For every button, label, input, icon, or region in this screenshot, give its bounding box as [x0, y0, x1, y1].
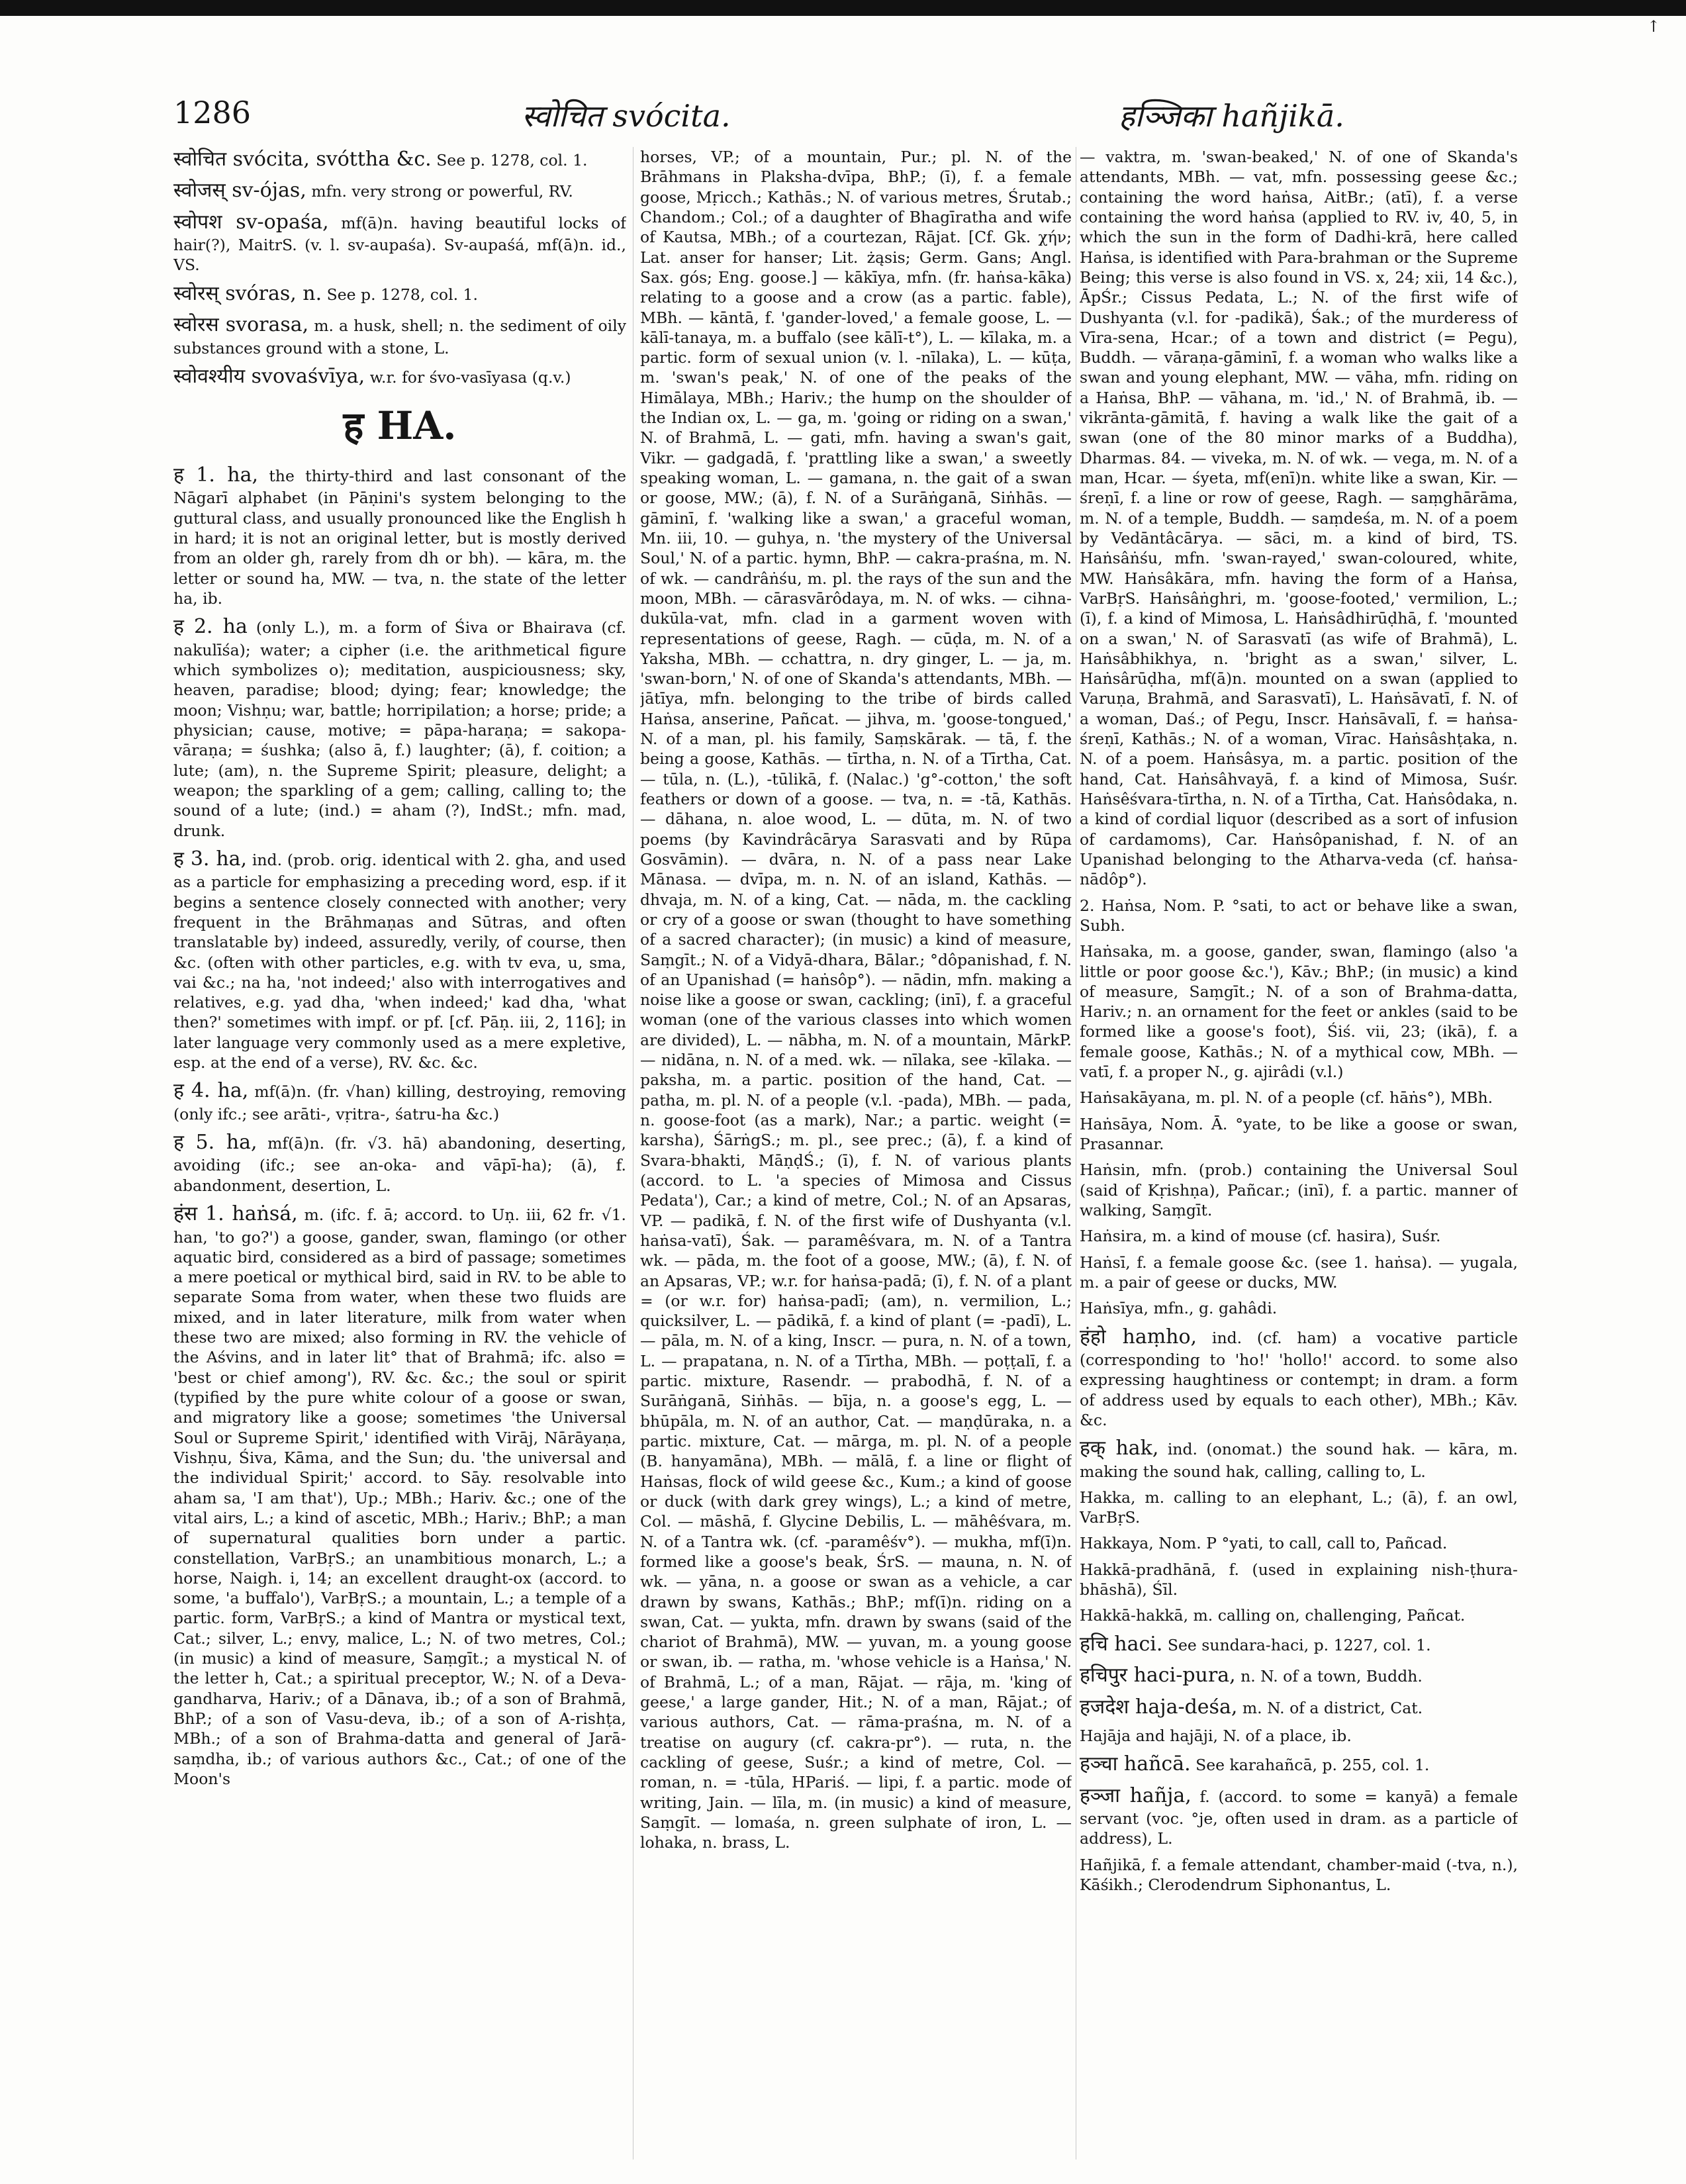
entry-text — [173, 364, 626, 389]
entry-text — [173, 614, 626, 841]
definition: See karahañcā, p. 255, col. 1. — [1195, 1756, 1430, 1775]
entry-text — [1080, 1160, 1518, 1220]
headword: हञ्चा hañcā. — [1080, 1752, 1191, 1776]
definition: the thirty-third and last consonant of the Nāgarī alphabet (in Pāṇini's system belonging to the guttural class, and usually pronounced like the English h in hard; it is not an original letter, but is mostly derived from an older gh, rarely from dh or bh). — kāra, m. the letter or sound ha, MW. — tva, n. the state of the letter ha, ib. — [173, 467, 626, 608]
dictionary-entry — [1080, 1855, 1518, 1895]
definition: mf(ā)n. having beautiful locks of hair(?), MaitrS. (v. l. sv-aupaśa). Sv-aupaśá, mf(ā)n. id., VS. — [173, 213, 626, 275]
dictionary-entry — [173, 614, 626, 841]
definition: See p. 1278, col. 1. — [436, 151, 588, 169]
headword: ह 2. ha — [173, 615, 248, 639]
definition: Hakka, m. calling to an elephant, L.; (ā), f. an owl, VarBṛS. — [1080, 1488, 1518, 1527]
entry-text — [1080, 1114, 1518, 1155]
headword: स्वोवश्यीय svovaśvīya, — [173, 364, 365, 388]
entry-text — [173, 281, 626, 307]
headword: ह 4. ha, — [173, 1079, 249, 1103]
definition: mf(ā)n. (fr. √han) killing, destroying, removing (only ifc.; see arāti-, vṛitra-, śatru-ha &c.) — [173, 1082, 626, 1123]
entry-text — [1080, 1325, 1518, 1431]
definition: Hakkaya, Nom. P °yati, to call, call to, Pañcad. — [1080, 1534, 1448, 1553]
dictionary-entry — [173, 178, 626, 203]
headword: स्वोजस् sv-ójas, — [173, 179, 306, 203]
dictionary-entry — [173, 147, 626, 172]
definition: Hakkā-pradhānā, f. (used in explaining nish-ṭhura-bhāshā), Śīl. — [1080, 1560, 1518, 1599]
definition: Hañjikā, f. a female attendant, chamber-maid (-tva, n.), Kāśikh.; Clerodendrum Siphonantus, L. — [1080, 1855, 1518, 1894]
dictionary-entry — [173, 1078, 626, 1124]
entry-text — [1080, 1560, 1518, 1600]
dictionary-column-3 — [1080, 147, 1518, 2160]
dictionary-entry — [1080, 1325, 1518, 1431]
dictionary-entry — [1080, 1663, 1518, 1688]
dictionary-entry — [1080, 1436, 1518, 1482]
entry-text — [1080, 1436, 1518, 1482]
dictionary-entry — [1080, 1488, 1518, 1528]
definition: See p. 1278, col. 1. — [326, 285, 478, 304]
definition: mf(ā)n. (fr. √3. hā) abandoning, deserting, avoiding (ifc.; see an-oka- and vāpī-ha); (ā), f. abandonment, desertion, L. — [173, 1134, 626, 1195]
dictionary-entry — [1080, 1752, 1518, 1777]
dictionary-entry — [173, 364, 626, 389]
dictionary-entry — [173, 210, 626, 275]
entry-text — [1080, 1088, 1518, 1108]
dictionary-entry — [1080, 147, 1518, 890]
dictionary-entry — [1080, 1605, 1518, 1625]
top-edge-bar — [0, 0, 1686, 16]
entry-text — [173, 847, 626, 1073]
definition: n. N. of a town, Buddh. — [1241, 1667, 1423, 1686]
entry-text — [1080, 1605, 1518, 1625]
page-number: 1286 — [173, 95, 252, 130]
section-title: ह HA. — [343, 403, 457, 449]
entry-text — [1080, 1632, 1518, 1657]
entry-text — [173, 178, 626, 203]
headword: स्वोपश sv-opaśa, — [173, 210, 329, 234]
dictionary-entry — [173, 1202, 626, 1789]
definition: Haṅsin, mfn. (prob.) containing the Universal Soul (said of Kṛishṇa), Pañcar.; (inī), f. a partic. manner of walking, Saṃgīt. — [1080, 1161, 1518, 1219]
entry-text — [1080, 1488, 1518, 1528]
definition: Haṅsīya, mfn., g. gahâdi. — [1080, 1299, 1278, 1318]
definition: Haṅsaka, m. a goose, gander, swan, flamingo (also 'a little or poor goose &c.'), Kāv.; BhP.; (in music) a kind of measure, Saṃgīt.; N. of a son of Brahma-datta, Hariv.; n. an ornament for the feet or ankles (said to be formed like a goose's foot), Śiś. vii, 23; (ikā), f. a female goose, Kathās.; N. of a mythical cow, MBh. — vatī, f. a proper N., g. ajirâdi (v.l.) — [1080, 942, 1518, 1082]
dictionary-column-2 — [640, 147, 1072, 2160]
entry-text — [1080, 1695, 1518, 1720]
headword: ह 5. ha, — [173, 1131, 258, 1155]
dictionary-entry — [1080, 1783, 1518, 1849]
dictionary-entry — [173, 463, 626, 608]
definition: ind. (onomat.) the sound hak. — kāra, m. making the sound hak, calling, calling to, L. — [1080, 1440, 1518, 1481]
dictionary-column-1 — [173, 147, 626, 2160]
definition: Haṅsāya, Nom. Ā. °yate, to be like a goose or swan, Prasannar. — [1080, 1114, 1518, 1153]
definition: w.r. for śvo-vasīyasa (q.v.) — [369, 367, 571, 387]
dictionary-entry — [640, 147, 1072, 1853]
dictionary-entry — [173, 312, 626, 358]
dictionary-entry — [1080, 896, 1518, 936]
headword: हंहो haṃho, — [1080, 1325, 1197, 1349]
dictionary-entry — [1080, 1632, 1518, 1657]
dictionary-entry — [1080, 1726, 1518, 1746]
entry-text — [1080, 1298, 1518, 1318]
entry-text — [1080, 1533, 1518, 1553]
headword: हक् hak, — [1080, 1437, 1159, 1460]
definition: ind. (prob. orig. identical with 2. gha, and used as a particle for emphasizing a preceding word, esp. if it begins a sentence closely connected with another; very frequent in the Brāhmaṇas and Sūtras, and often translatable by) indeed, assuredly, verily, of course, then &c. (often with other particles, e.g. with tv eva, u, sma, vai &c.; na ha, 'not indeed;' also with interrogatives and relatives, e.g. yad dha, 'when indeed;' kad dha, 'what then?' sometimes with impf. or pf. [cf. Pāṇ. iii, 2, 116]; in later language very commonly used as a mere expletive, esp. at the end of a verse), RV. &c. &c. — [173, 850, 626, 1072]
entry-text — [1080, 1226, 1518, 1246]
headword: स्वोरस् svóras, n. — [173, 281, 322, 305]
definition: See sundara-haci, p. 1227, col. 1. — [1167, 1635, 1431, 1654]
definition: Haṅsira, m. a kind of mouse (cf. hasira), Suśr. — [1080, 1227, 1441, 1246]
entry-text — [1080, 1752, 1518, 1777]
entry-text — [173, 1202, 626, 1789]
corner-mark: ↑ — [1647, 17, 1661, 36]
headword: हचि haci. — [1080, 1632, 1163, 1656]
dictionary-entry — [1080, 1088, 1518, 1108]
definition: Haṅsakāyana, m. pl. N. of a people (cf. hāṅs°), MBh. — [1080, 1088, 1493, 1108]
entry-text — [173, 1130, 626, 1196]
headword: हंस 1. haṅsá, — [173, 1202, 298, 1226]
definition: ind. (cf. ham) a vocative particle (corresponding to 'ho!' 'hollo!' accord. to some also expressing haughtiness or contempt; in dram. a form of address used by equals to each other), MBh.; Kāv. &c. — [1080, 1328, 1518, 1429]
entry-text — [1080, 1253, 1518, 1293]
headword: स्वोचित svócita, svóttha &c. — [173, 148, 432, 171]
entry-text — [1080, 941, 1518, 1082]
dictionary-entry — [173, 1130, 626, 1196]
definition: m. N. of a district, Cat. — [1242, 1698, 1423, 1717]
headword: हञ्जा hañja, — [1080, 1783, 1192, 1807]
definition: horses, VP.; of a mountain, Pur.; pl. N. of the Brāhmans in Plaksha-dvīpa, BhP.; (ī), f. a female goose, Mṛicch.; Kathās.; N. of various metres, Śrutab.; Chandom.; Col.; of a daughter of Bhagīratha and wife of Kautsa, MBh.; of a courtezan, Rājat. [Cf. Gk. χήν; Lat. anser for hanser; Lit. żąsis; Germ. Gans; Angl. Sax. gós; Eng. goose.] — kākīya, mfn. (fr. haṅsa-kāka) relating to a goose and a crow (as a partic. fable), MBh. — kāntā, f. 'gander-loved,' a female goose, L. — kālī-tanaya, m. a buffalo (see kālī-t°), L. — kīlaka, m. a partic. form of sexual union (v. l. -nīlaka), L. — kūṭa, m. 'swan's peak,' N. of one of the peaks of the Himālaya, MBh.; Hariv.; the hump on the shoulder of the Indian ox, L. — ga, m. 'going or riding on a swan,' N. of Brahmā, L. — gati, mfn. having a swan's gait, Vikr. — gadgadā, f. 'prattling like a swan,' a sweetly speaking woman, L. — gamana, n. the gait of a swan or goose, MW.; (ā), f. N. of a Surāṅganā, Siṅhās. — gāminī, f. 'walking like a swan,' a graceful woman, Mn. iii, 10. — guhya, n. 'the mystery of the Universal Soul,' N. of a partic. hymn, BhP. — cakra-praśna, m. N. of wk. — candrâṅśu, m. pl. the rays of the sun and the moon, MBh. — cārasvārôdaya, m. N. of wks. — cihna-dukūla-vat, mfn. clad in a garment woven with representations of geese, Ragh. — cūḍa, m. N. of a Yaksha, MBh. — cchattra, n. dry ginger, L. — ja, m. 'swan-born,' N. of one of Skanda's attendants, MBh. — jātīya, mfn. belonging to the tribe of birds called Haṅsa, anserine, Pañcat. — jihva, m. 'goose-tongued,' N. of a man, pl. his family, Saṃskārak. — tā, f. the being a goose, Kathās. — tīrtha, n. N. of a Tīrtha, Cat. — tūla, n. (L.), -tūlikā, f. (Nalac.) 'g°-cotton,' the soft feathers or down of a goose. — tva, n. = -tā, Kathās. — dāhana, n. aloe wood, L. — dūta, m. N. of two poems (by Kavindrâcārya Sarasvati and by Rūpa Gosvāmin). — dvāra, n. N. of a pass near Lake Mānasa. — dvīpa, m. n. N. of an island, Kathās. — dhvaja, m. N. of a king, Cat. — nāda, m. the cackling or cry of a goose or swan (thought to have something of a sacred character); (in music) a kind of measure, Saṃgīt.; N. of a Vidyā-dhara, Bālar.; °dôpanishad, f. N. of an Upanishad (= haṅsôp°). — nādin, mfn. making a noise like a goose or swan, cackling; (inī), f. a graceful woman (one of the various classes into which women are divided), L. — nābha, m. N. of a mountain, MārkP. — nidāna, n. N. of a med. wk. — nīlaka, see -kīlaka. — paksha, m. a partic. position of the hand, Cat. — patha, m. pl. N. of a people (v.l. -pada), MBh. — pada, n. goose-foot (as a mark), Nar.; a partic. weight (= karsha), ŚārṅgS.; m. pl., see prec.; (ā), f. a kind of Svara-bhakti, MāṇḍŚ.; (ī), f. N. of various plants (accord. to L. 'a species of Mimosa and Cissus Pedata'), Car.; a kind of metre, Col.; N. of an Apsaras, VP. — padikā, f. N. of the first wife of Dushyanta (v.l. haṅsa-vatī), Śak. — paramêśvara, m. N. of a Tantra wk. — pāda, m. the foot of a goose, MW.; (ā), f. N. of an Apsaras, VP.; w.r. for haṅsa-padā; (ī), f. N. of a plant = (or w.r. for) haṅsa-padī; (am), n. vermilion, L.; quicksilver, L. — pādikā, f. a kind of plant (= -padī), L. — pāla, m. N. of a king, Inscr. — pura, n. N. of a town, L. — prapatana, n. N. of a Tīrtha, MBh. — poṭṭalī, f. a partic. mixture, Rasendr. — prabodhā, f. N. of a Surāṅganā, Siṅhās. — bīja, n. a goose's egg, L. — bhūpāla, m. N. of an author, Cat. — maṇḍūraka, n. a partic. mixture, Cat. — mārga, m. pl. N. of a people (B. hanyamāna), MBh. — mālā, f. a line or flight of Haṅsas, flock of wild geese &c., Kum.; a kind of goose or duck (with dark grey wings), L.; a kind of metre, Col. — māshā, f. Glycine Debilis, L. — māhêśvara, m. N. of a Tantra wk. (cf. -paramêśv°). — mukha, mf(ī)n. formed like a goose's beak, ŚrS. — mauna, n. N. of wk. — yāna, n. a goose or swan as a vehicle, a car drawn by swans, Kathās.; BhP.; mf(ī)n. riding on a swan, Cat. — yukta, mfn. drawn by swans (said of the chariot of Brahmā), MW. — yuvan, m. a young goose or swan, ib. — ratha, m. 'whose vehicle is a Haṅsa,' N. of Brahmā, L.; of a man, Rājat. — rāja, m. 'king of geese,' a large gander, Hit.; N. of a man, Rājat.; of various authors, Cat. — rāma-praśna, m. N. of a treatise on augury (cf. cakra-pr°). — ruta, n. the cackling of geese, Suśr.; a kind of metre, Col. — roman, n. = -tūla, HPariś. — lipi, f. a partic. mode of writing, Jain. — līla, m. (in music) a kind of measure, Saṃgīt. — lomaśa, n. green sulphate of iron, L. — lohaka, n. brass, L. — [640, 148, 1072, 1852]
dictionary-entry — [1080, 1560, 1518, 1600]
headword: ह 1. ha, — [173, 463, 259, 487]
definition: 2. Haṅsa, Nom. P. °sati, to act or behave like a swan, Subh. — [1080, 896, 1518, 935]
entry-text — [173, 210, 626, 275]
dictionary-entry — [1080, 1253, 1518, 1293]
entry-text — [173, 463, 626, 608]
headword: स्वोरस svorasa, — [173, 313, 309, 337]
dictionary-entry — [1080, 1695, 1518, 1720]
entry-text — [173, 312, 626, 358]
headword: हजदेश haja-deśa, — [1080, 1695, 1238, 1719]
dictionary-entry — [173, 281, 626, 307]
entry-text — [1080, 896, 1518, 936]
dictionary-entry — [1080, 1114, 1518, 1155]
entry-text — [1080, 1783, 1518, 1849]
entry-text — [1080, 1726, 1518, 1746]
definition: m. (ifc. f. ā; accord. to Uṇ. iii, 62 fr. √1. han, 'to go?') a goose, gander, swan, flamingo (or other aquatic bird, considered as a bird of passage; sometimes a mere poetical or mythical bird, said in RV. to be able to separate Soma from water, when these two fluids are mixed, and in later literature, milk from water when these two are mixed; also forming in RV. the vehicle of the Aśvins, and in later lit° that of Brahmā; ifc. also = 'best or chief among'), RV. &c. &c.; the soul or spirit (typified by the pure white colour of a goose or swan, and migratory like a goose; sometimes 'the Universal Soul or Supreme Spirit,' identified with Virāj, Nārāyaṇa, Vishṇu, Śiva, Kāma, and the Sun; du. 'the universal and the individual Spirit;' accord. to Sāy. resolvable into aham sa, 'I am that'), Up.; MBh.; Hariv. &c.; one of the vital airs, L.; a kind of ascetic, MBh.; Hariv.; BhP.; a man of supernatural qualities born under a partic. constellation, VarBṛS.; an unambitious monarch, L.; a horse, Naigh. i, 14; an excellent draught-ox (accord. to some, 'a buffalo'), VarBṛS.; a mountain, L.; a temple of a partic. form, VarBṛS.; a kind of Mantra or mystical text, Cat.; silver, L.; envy, malice, L.; N. of two metres, Col.; (in music) a kind of measure, Saṃgīt.; a mystical N. of the letter h, Cat.; a spiritual preceptor, W.; N. of a Deva-gandharva, Hariv.; of a Dānava, ib.; of a son of Brahmā, BhP.; of a son of Vasu-deva, ib.; of a son of A-rishṭa, MBh.; of a son of Brahma-datta and general of Jarā-saṃdha, ib.; of various authors &c., Cat.; of one of the Moon's — [173, 1206, 626, 1788]
definition: Hajāja and hajāji, N. of a place, ib. — [1080, 1726, 1352, 1745]
entry-text — [173, 147, 626, 172]
dictionary-entry — [1080, 1160, 1518, 1220]
entry-text — [1080, 1663, 1518, 1688]
dictionary-entry — [1080, 1298, 1518, 1318]
dictionary-entry — [173, 847, 626, 1073]
dictionary-entry — [1080, 941, 1518, 1082]
running-head-left: स्वोचित svócita. — [522, 98, 731, 134]
definition: (only L.), m. a form of Śiva or Bhairava (cf. nakulīśa); water; a cipher (i.e. the arithmetical figure which symbolizes o); meditation, auspiciousness; sky, heaven, paradise; blood; dying; fear; knowledge; the moon; Vishṇu; war, battle; horripilation; a horse; pride; a physician; cause, motive; = pāpa-haraṇa; = sakopa-vāraṇa; = śushka; (also ā, f.) laughter; (ā), f. coition; a lute; (am), n. the Supreme Spirit; pleasure, delight; a weapon; the sparkling of a gem; calling, calling to; the sound of a lute; (ind.) = aham (?), IndSt.; mfn. mad, drunk. — [173, 618, 626, 840]
dictionary-entry — [1080, 1533, 1518, 1553]
dictionary-entry — [1080, 1226, 1518, 1246]
entry-text — [640, 147, 1072, 1853]
headword: ह 3. ha, — [173, 847, 248, 871]
definition: m. a husk, shell; n. the sediment of oily substances ground with a stone, L. — [173, 316, 626, 357]
definition: f. (accord. to some = kanyā) a female servant (voc. °je, often used in dram. as a particle of address), L. — [1080, 1787, 1518, 1848]
entry-text — [1080, 147, 1518, 890]
definition: Hakkā-hakkā, m. calling on, challenging, Pañcat. — [1080, 1606, 1466, 1625]
page-header — [0, 89, 1686, 142]
definition: Haṅsī, f. a female goose &c. (see 1. haṅsa). — yugala, m. a pair of geese or ducks, MW. — [1080, 1253, 1518, 1292]
definition: mfn. very strong or powerful, RV. — [311, 182, 573, 201]
headword: हचिपुर haci-pura, — [1080, 1664, 1236, 1687]
running-head-right: हञ्जिका hañjikā. — [1119, 98, 1344, 134]
definition: — vaktra, m. 'swan-beaked,' N. of one of Skanda's attendants, MBh. — vat, mfn. possessing geese &c.; containing the word haṅsa, AitBr.; (atī), f. a verse containing the word haṅsa (applied to RV. iv, 40, 5, in which the sun in the form of Dadhi-krā, here called Haṅsa, is identified with Para-brahman or the Supreme Being; this verse is also found in VS. x, 24; xii, 14 &c.), ĀpŚr.; Cissus Pedata, L.; N. of the first wife of Dushyanta (v.l. for -padikā), Śak.; of the murderess of Vīra-sena, Hcar.; of a town and district (= Pegu), Buddh. — vāraṇa-gāminī, f. a woman who walks like a swan and young elephant, MW. — vāha, mfn. riding on a Haṅsa, BhP. — vāhana, m. 'id.,' N. of Brahmā, ib. — vikrānta-gāmitā, f. having a walk like the gait of a swan (one of the 80 minor marks of a Buddha), Dharmas. 84. — viveka, m. N. of wk. — vega, m. N. of a man, Hcar. — śyeta, mf(enī)n. white like a swan, Kir. — śreṇī, f. a line or row of geese, Ragh. — saṃghārāma, m. N. of a temple, Buddh. — saṃdeśa, m. N. of a poem by Vedāntâcārya. — sāci, m. a kind of bird, TS. Haṅsâṅśu, mfn. 'swan-rayed,' swan-coloured, white, MW. Haṅsâkāra, mfn. having the form of a Haṅsa, VarBṛS. Haṅsâṅghri, m. 'goose-footed,' vermilion, L.; (ī), f. a kind of Mimosa, L. Haṅsâdhirūḍhā, f. 'mounted on a swan,' N. of Sarasvatī (as wife of Brahmā), L. Haṅsâbhikhya, n. 'bright as a swan,' silver, L. Haṅsârūḍha, mf(ā)n. mounted on a swan (applied to Varuṇa, Brahmā, and Sarasvatī), L. Haṅsāvatī, f. N. of a woman, Daś.; of Pegu, Inscr. Haṅsāvalī, f. = haṅsa-śreṇī, Kathās.; N. of a woman, Vīrac. Haṅsâshṭaka, n. N. of a poem. Haṅsâsya, m. a partic. position of the hand, Cat. Haṅsâhvayā, f. a kind of Mimosa, Suśr. Haṅsêśvara-tīrtha, n. N. of a Tīrtha, Cat. Haṅsôdaka, n. a kind of cordial liquor (described as a sort of infusion of cardamoms), Car. Haṅsôpanishad, f. N. of an Upanishad belonging to the Atharva-veda (cf. haṅsa-nādôp°). — [1080, 148, 1518, 889]
entry-text — [1080, 1855, 1518, 1895]
entry-text — [173, 1078, 626, 1124]
